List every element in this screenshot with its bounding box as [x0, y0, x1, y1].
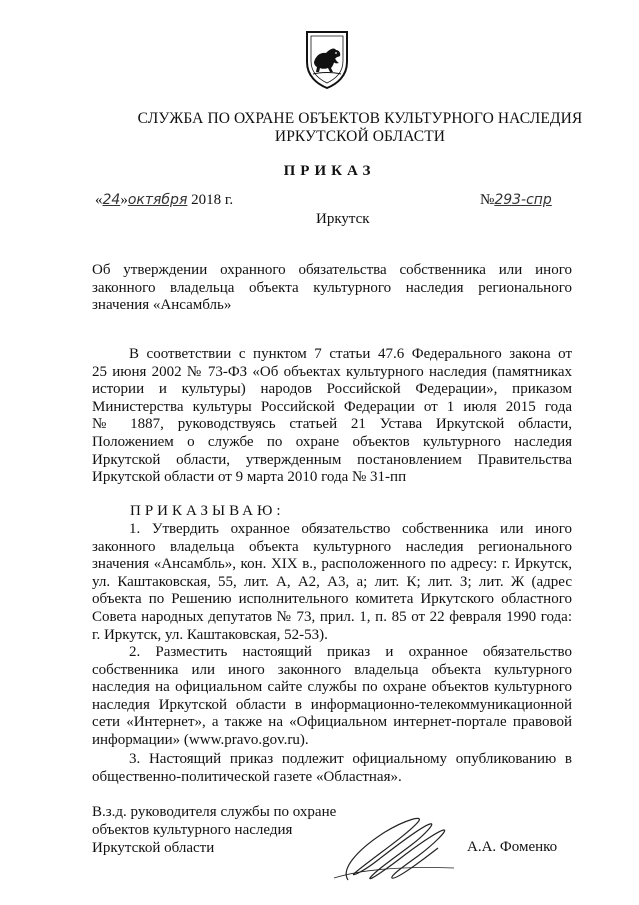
preamble-line: 25 июня 2002 № 73-ФЗ «Об объектах культурного наследия (памятниках [92, 363, 572, 380]
item-line: значения «Ансамбль», кон. XIX в., расположенного по адресу: г. Иркутск, [92, 556, 572, 573]
item-line: сети «Интернет», а также на «Официальном интернет-портале правовой [92, 714, 572, 731]
item-line: законного владельца объекта культурного наследия регионального [92, 538, 572, 555]
item-line: общественно-политической газете «Областная». [92, 768, 402, 785]
signatory-position [92, 803, 336, 857]
item-line: наследия Иркутской области в информационно-телекоммуникационной [92, 696, 572, 713]
preamble-line: истории и культуры) народов Российской Федерации», приказом [92, 381, 572, 398]
date-year: 2018 г. [191, 192, 234, 208]
date-open-quote: « [95, 192, 103, 208]
item-line: информации» (www.pravo.gov.ru). [92, 731, 309, 748]
organization-name-line-2: ИРКУТСКОЙ ОБЛАСТИ [274, 128, 446, 145]
preamble-line: В соответствии с пунктом 7 статьи 47.6 Федерального закона от [129, 346, 572, 362]
item-line: Совета народных депутатов № 73, прил. 1, п. 85 от 22 февраля 1990 года: [92, 608, 572, 625]
item-line: наследия на официальном сайте службы по охране объектов культурного [92, 679, 572, 696]
subject-line: Об утверждении охранного обязательства собственника или иного [92, 262, 572, 278]
order-item-1 [92, 521, 572, 644]
preamble-paragraph [92, 346, 572, 487]
date-day-handwritten: 24 [102, 192, 121, 208]
order-item-3 [92, 751, 572, 786]
item-line: 1. Утвердить охранное обязательство собственника или иного [129, 521, 572, 537]
order-word: ПРИКАЗЫВАЮ: [130, 503, 285, 519]
signatory-line: В.з.д. руководителя службы по охране [92, 804, 337, 820]
preamble-line: № 1887, руководствуясь статьей 21 Устава Иркутской области, [92, 416, 572, 433]
item-line: объекта по Решению исполнительного комитета Иркутского областного [92, 591, 572, 608]
number-prefix: № [480, 192, 495, 208]
preamble-line: Министерства культуры Российской Федерации от 1 июля 2015 года [92, 398, 572, 415]
subject-paragraph [92, 262, 572, 315]
preamble-line: Положением о службе по охране объектов культурного наследия [92, 433, 572, 450]
item-line: ул. Каштаковская, 55, лит. А, А2, А3, а; лит. К; лит. З; лит. Ж (адрес [92, 573, 572, 590]
item-line: г. Иркутск, ул. Каштаковская, 52-53). [92, 626, 328, 643]
number-value-handwritten: 293-спр [494, 192, 552, 208]
organization-name-line-1: СЛУЖБА ПО ОХРАНЕ ОБЪЕКТОВ КУЛЬТУРНОГО НАСЛЕДИЯ [137, 110, 583, 127]
preamble-line: Иркутской области от 9 марта 2010 года № 31-пп [92, 469, 407, 486]
item-line: собственника или иного законного владельца объекта культурного [92, 661, 572, 678]
preamble-line: Иркутской области, утвержденным постановлением Правительства [92, 451, 572, 468]
document-date [95, 192, 233, 209]
item-line: 3. Настоящий приказ подлежит официальному опубликованию в [129, 751, 572, 767]
date-close-quote: » [120, 192, 128, 208]
signatory-line: объектов культурного наследия [92, 822, 293, 838]
signatory-name: А.А. Фоменко [467, 839, 558, 855]
document-city: Иркутск [316, 211, 370, 227]
date-month-handwritten: октября [127, 192, 188, 208]
subject-line: значения «Ансамбль» [92, 297, 232, 314]
order-item-2 [92, 644, 572, 750]
handwritten-signature [330, 808, 460, 888]
document-number [480, 192, 552, 209]
document-type-title: ПРИКАЗ [283, 163, 376, 179]
coat-of-arms-emblem [303, 28, 351, 90]
item-line: 2. Разместить настоящий приказ и охранное обязательство [129, 644, 572, 660]
subject-line: законного владельца объекта культурного наследия регионального [92, 279, 572, 296]
signatory-line: Иркутской области [92, 840, 215, 856]
